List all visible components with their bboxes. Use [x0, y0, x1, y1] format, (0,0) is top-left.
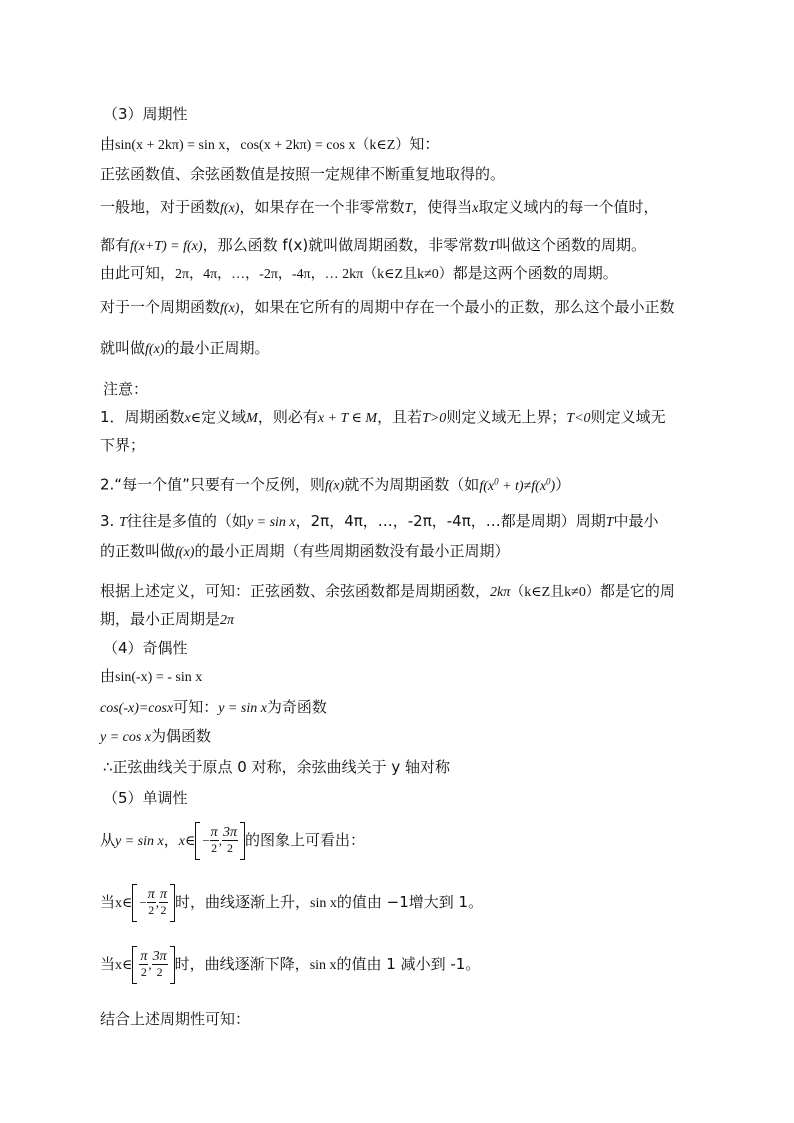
text: 往往是多值的（如	[126, 512, 247, 530]
comma: ,	[218, 832, 222, 848]
numerator: 3π	[222, 825, 237, 840]
formula: 2π	[220, 613, 235, 628]
text: 由	[100, 667, 116, 685]
formula: y = sin x	[246, 515, 296, 530]
denominator: 2	[211, 841, 218, 855]
text: 结合上述周期性可知：	[100, 1010, 251, 1028]
text: 的正数叫做	[100, 542, 176, 560]
section-title-periodicity	[103, 103, 188, 125]
note-1	[100, 406, 666, 430]
numerator: π	[147, 887, 155, 902]
formula: x∈	[184, 411, 202, 426]
section-title-parity	[103, 637, 188, 659]
line-text	[100, 163, 505, 185]
text: 的最小正周期。	[164, 339, 270, 357]
text: 则定义域无上界；	[446, 408, 567, 426]
formula-cos-period: cos(x + 2kπ) = cos x	[240, 138, 356, 153]
line-definition	[100, 196, 659, 220]
formula: T<0	[566, 411, 591, 426]
symbol-T: T	[488, 239, 496, 254]
text: 都有	[100, 236, 131, 254]
formula: x∈	[178, 834, 196, 849]
symbol-T: T	[119, 515, 127, 530]
interval	[195, 821, 245, 861]
text: 当	[100, 955, 116, 973]
superscript: 0	[494, 476, 499, 486]
text: 为奇函数	[266, 698, 327, 716]
numerator: 3π	[152, 949, 167, 964]
text: ，	[163, 831, 179, 849]
mono-3	[100, 944, 480, 986]
condition: （k∈Z且k≠0）	[510, 585, 600, 600]
fraction	[159, 888, 168, 917]
condition: （k∈Z且k≠0）	[363, 267, 453, 282]
line-min-period	[100, 296, 674, 320]
mono-1	[100, 820, 365, 862]
formula-fx: f(x)	[175, 545, 195, 560]
text: 一般地，对于函数	[100, 198, 221, 216]
text: 定义域	[201, 408, 247, 426]
text: ，则必有	[257, 408, 318, 426]
text: 都是它的周	[599, 582, 675, 600]
text: 的最小正周期（有些周期函数没有最小正周期）	[194, 542, 510, 560]
parity-2	[100, 696, 327, 720]
text: 都是这两个函数的周期。	[452, 264, 618, 282]
note-2	[100, 470, 570, 498]
text: 从	[100, 831, 116, 849]
fraction	[147, 888, 156, 917]
note-3	[100, 510, 659, 534]
fraction	[139, 950, 148, 979]
symbol-M: M	[246, 411, 258, 426]
text: 2.“每一个值”只要有一个反例，则	[100, 475, 325, 494]
section-title-monotonic	[103, 787, 188, 809]
denominator: 2	[226, 841, 233, 855]
minus-sign: −	[139, 894, 147, 910]
conclusion-1	[100, 580, 675, 604]
note-1-cont	[100, 434, 145, 456]
parity-1	[100, 665, 202, 689]
text: 3.	[100, 512, 120, 530]
text: 对于一个周期函数	[100, 298, 221, 316]
text: 为偶函数	[151, 727, 212, 745]
section-title-text: （3）周期性	[103, 105, 188, 123]
text: ）	[555, 475, 571, 494]
text: 中最小	[613, 512, 659, 530]
formula-part: f(x	[479, 478, 495, 494]
mono-4	[100, 1008, 250, 1030]
parity-3	[100, 725, 211, 749]
numerator: π	[210, 825, 218, 840]
comma: ,	[155, 894, 159, 910]
text: 的图象上可看出：	[244, 831, 365, 849]
parity-4	[103, 756, 450, 778]
text: 可知：	[173, 698, 219, 716]
text: 则定义域无	[590, 408, 666, 426]
text: 由此可知，	[100, 264, 176, 282]
line-periods	[100, 262, 618, 286]
text: 由	[100, 135, 116, 153]
formula-fx: f(x)	[220, 301, 240, 316]
formula: sin(-x) = - sin x	[115, 670, 203, 685]
superscript: 0	[546, 476, 551, 486]
text: 取定义域内的每一个值时，	[478, 198, 659, 216]
formula: 2kπ	[490, 585, 511, 600]
text: ，那么函数 f(x)就叫做周期函数，非零常数	[202, 236, 489, 254]
formula: cos(-x)=cosx	[100, 701, 174, 716]
formula-part: + t)≠f(x	[498, 478, 547, 494]
text: ，且若	[377, 408, 423, 426]
text: 正弦函数值、余弦函数值是按照一定规律不断重复地取得的。	[100, 165, 506, 183]
text: 就不为周期函数（如	[344, 475, 480, 494]
formula-counterexample	[479, 476, 556, 494]
text: ，使得当	[412, 198, 473, 216]
text: 下界；	[100, 436, 146, 454]
formula-periodic: f(x+T) = f(x)	[130, 239, 203, 254]
formula: y = sin x	[115, 834, 164, 849]
formula: y = cos x	[100, 730, 152, 745]
fraction	[152, 950, 168, 979]
minus-sign: −	[202, 832, 210, 848]
formula: x∈	[115, 896, 133, 911]
condition: （k∈Z）	[355, 138, 410, 153]
formula-fx: f(x)	[324, 478, 345, 494]
denominator: 2	[140, 965, 147, 979]
text: 的值由 1 减小到 -1。	[336, 955, 481, 973]
text: 注意：	[103, 380, 149, 398]
formula: x + T ∈ M	[317, 411, 378, 426]
denominator: 2	[156, 965, 163, 979]
denominator: 2	[160, 903, 167, 917]
line-periodicity-formula	[100, 133, 439, 157]
interval-inner	[200, 821, 240, 861]
formula-fx: f(x)	[220, 201, 240, 216]
interval	[132, 945, 174, 985]
symbol-T: T	[404, 201, 413, 216]
formula: T>0	[422, 411, 447, 426]
text: ∴正弦曲线关于原点 0 对称，余弦曲线关于 y 轴对称	[103, 758, 451, 776]
numerator: π	[140, 949, 148, 964]
fraction	[210, 826, 219, 855]
text: ，	[225, 135, 241, 153]
interval-inner	[137, 883, 170, 923]
text: ，如果在它所有的周期中存在一个最小的正数，那么这个最小正数	[239, 298, 675, 316]
text: 时，曲线逐渐下降，	[174, 955, 310, 973]
comma: ,	[148, 956, 152, 972]
text: ，如果存在一个非零常数	[239, 198, 405, 216]
text: 的值由 −1增大到 1。	[336, 893, 484, 911]
line-min-period-2	[100, 337, 269, 361]
formula-sin-period: sin(x + 2kπ) = sin x	[115, 138, 226, 153]
mono-2	[100, 882, 483, 924]
formula: x∈	[115, 958, 133, 973]
text: ，2π，4π，…，-2π，-4π，…都是周期）周期	[295, 512, 606, 530]
text: 叫做这个函数的周期。	[496, 236, 647, 254]
text: 时，曲线逐渐上升，	[175, 893, 311, 911]
interval-inner	[137, 945, 169, 985]
formula-period-list: 2π，4π，…，-2π，-4π，… 2kπ	[175, 267, 364, 282]
note-3-cont	[100, 540, 509, 564]
conclusion-2	[100, 608, 234, 632]
text: 当	[100, 893, 116, 911]
interval	[132, 883, 175, 923]
denominator: 2	[148, 903, 155, 917]
section-title-text: （5）单调性	[103, 789, 188, 807]
formula-part: )	[550, 478, 556, 494]
text: 根据上述定义，可知：正弦函数、余弦函数都是周期函数，	[100, 582, 491, 600]
text: 期，最小正周期是	[100, 610, 221, 628]
formula: sin x	[309, 958, 337, 973]
line-definition-2	[100, 234, 646, 258]
formula: sin x	[310, 896, 337, 911]
text: 1．周期函数	[100, 408, 185, 426]
note-title	[103, 378, 148, 400]
numerator: π	[160, 887, 168, 902]
symbol-x: x	[472, 201, 479, 216]
text: 就叫做	[100, 339, 146, 357]
formula: y = sin x	[218, 701, 267, 716]
formula-fx: f(x)	[145, 342, 165, 357]
text: 知：	[409, 135, 440, 153]
fraction	[222, 826, 238, 855]
section-title-text: （4）奇偶性	[103, 639, 188, 657]
symbol-T: T	[605, 515, 614, 530]
